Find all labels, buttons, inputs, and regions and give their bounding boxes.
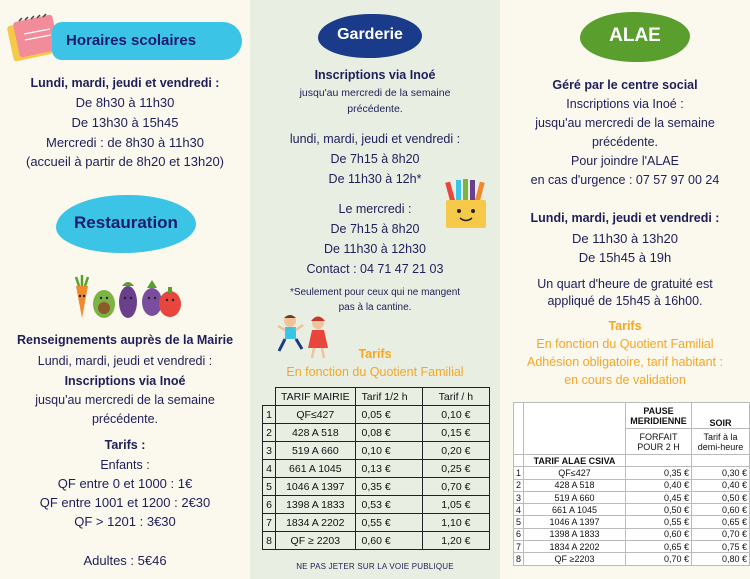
table-cell: 0,55 €	[626, 516, 692, 528]
garderie-deadline2: précédente.	[347, 103, 403, 115]
table-cell: QF ≥ 2203	[276, 532, 355, 550]
restauration-deadline2: précédente.	[91, 412, 159, 426]
table-cell: 8	[263, 532, 276, 550]
restauration-inscriptions: Inscriptions via Inoé	[64, 374, 186, 388]
table-cell: 0,60 €	[691, 504, 749, 516]
table-cell: 661 A 1045	[276, 460, 355, 478]
restauration-qf1: QF entre 0 et 1000 : 1€	[57, 476, 193, 491]
garderie-slot1: De 7h15 à 8h20	[330, 152, 420, 166]
alae-label-row	[514, 455, 750, 467]
garderie-tarifs-label: Tarifs	[358, 347, 392, 361]
table-cell: 519 A 660	[524, 491, 626, 503]
table-cell: 0,60 €	[626, 528, 692, 540]
table-cell: QF≤427	[276, 406, 355, 424]
alae-header	[580, 12, 690, 62]
table-cell: 0,75 €	[691, 541, 749, 553]
horaires-slot1: De 8h30 à 11h30	[75, 95, 175, 110]
table-cell: 0,15 €	[422, 424, 489, 442]
horaires-slot2: De 13h30 à 15h45	[71, 115, 179, 130]
table-cell: 3	[514, 491, 524, 503]
vegetables-icon	[72, 272, 182, 320]
table-row	[263, 514, 490, 532]
garderie-header	[318, 14, 422, 58]
table-cell: 0,55 €	[355, 514, 422, 532]
column-horaires-restauration	[0, 0, 250, 579]
table-cell: QF ≥2203	[524, 553, 626, 565]
garderie-inscriptions: Inscriptions via Inoé	[314, 68, 436, 82]
table-cell: 0,13 €	[355, 460, 422, 478]
table-cell: 0,80 €	[691, 553, 749, 565]
restauration-deadline1: jusqu'au mercredi de la semaine	[35, 393, 215, 407]
table-cell: 428 A 518	[524, 479, 626, 491]
table-row	[514, 553, 750, 565]
alae-forfait-header: FORFAIT POUR 2 H	[626, 429, 692, 455]
alae-urgence: en cas d'urgence : 07 57 97 00 24	[530, 173, 720, 187]
garderie-days: lundi, mardi, jeudi et vendredi :	[289, 132, 461, 146]
alae-deadline2: précédente.	[591, 135, 659, 149]
table-header: Tarif / h	[422, 388, 489, 406]
table-cell: 1398 A 1833	[276, 496, 355, 514]
table-row	[514, 528, 750, 540]
alae-days: Lundi, mardi, jeudi et vendredi :	[530, 211, 720, 225]
garderie-slot2: De 11h30 à 12h*	[328, 172, 422, 186]
table-cell: 0,65 €	[626, 541, 692, 553]
alae-header-row-1	[514, 403, 750, 429]
alae-gratuite1: Un quart d'heure de gratuité est	[537, 277, 713, 291]
garderie-note2: pas à la cantine.	[338, 302, 412, 313]
restauration-header	[56, 195, 196, 253]
garderie-wednesday: Le mercredi :	[338, 202, 412, 216]
table-row	[514, 491, 750, 503]
table-cell: 0,60 €	[355, 532, 422, 550]
alae-gratuite2: appliqué de 15h45 à 16h00.	[547, 294, 703, 308]
table-cell: 1834 A 2202	[524, 541, 626, 553]
table-row	[514, 479, 750, 491]
table-cell: 1,10 €	[422, 514, 489, 532]
horaires-header	[52, 22, 242, 60]
garderie-wslot1: De 7h15 à 8h20	[330, 222, 420, 236]
table-cell: 2	[263, 424, 276, 442]
alae-slot1: De 11h30 à 13h20	[571, 231, 679, 246]
alae-adhesion1: Adhésion obligatoire, tarif habitant :	[527, 355, 723, 369]
table-header: Tarif 1/2 h	[355, 388, 422, 406]
horaires-accueil: (accueil à partir de 8h20 et 13h20)	[25, 154, 224, 169]
table-cell: 0,65 €	[691, 516, 749, 528]
table-row	[514, 504, 750, 516]
table-cell: 1046 A 1397	[276, 478, 355, 496]
table-cell: 1,05 €	[422, 496, 489, 514]
alae-tariff-table	[513, 402, 750, 566]
table-header: TARIF MAIRIE	[276, 388, 355, 406]
table-cell: 4	[514, 504, 524, 516]
table-cell: 1046 A 1397	[524, 516, 626, 528]
table-row	[263, 496, 490, 514]
restauration-enfants: Enfants :	[100, 458, 150, 472]
table-cell: 5	[514, 516, 524, 528]
alae-adhesion2: en cours de validation	[564, 373, 686, 387]
restauration-title: Restauration	[74, 213, 178, 232]
restauration-adultes: Adultes : 5€46	[83, 553, 167, 568]
table-cell: 6	[263, 496, 276, 514]
table-cell: 0,25 €	[422, 460, 489, 478]
table-cell: 0,35 €	[355, 478, 422, 496]
table-cell: 1	[263, 406, 276, 424]
table-cell: 3	[263, 442, 276, 460]
table-cell: 1398 A 1833	[524, 528, 626, 540]
table-cell: 0,50 €	[691, 491, 749, 503]
horaires-wednesday: Mercredi : de 8h30 à 11h30	[45, 135, 205, 150]
alae-soir-header: SOIR	[691, 403, 749, 429]
table-row	[263, 460, 490, 478]
table-cell: 5	[263, 478, 276, 496]
table-cell: 7	[263, 514, 276, 532]
table-row	[514, 516, 750, 528]
table-cell: 0,70 €	[626, 553, 692, 565]
garderie-note1: *Seulement pour ceux qui ne mangent	[289, 287, 461, 298]
table-cell: 0,70 €	[691, 528, 749, 540]
alae-demi-header: Tarif à la demi-heure	[691, 429, 749, 455]
table-cell: QF≤427	[524, 467, 626, 479]
garderie-title: Garderie	[337, 26, 403, 43]
table-cell: 2	[514, 479, 524, 491]
restauration-tarifs-label: Tarifs :	[104, 438, 146, 452]
table-cell: 0,05 €	[355, 406, 422, 424]
table-cell: 4	[263, 460, 276, 478]
garderie-wslot2: De 11h30 à 12h30	[324, 242, 426, 256]
table-cell: 0,45 €	[626, 491, 692, 503]
table-cell: 0,20 €	[422, 442, 489, 460]
alae-joindre: Pour joindre l'ALAE	[570, 154, 679, 168]
alae-table-label: TARIF ALAE CSIVA	[524, 455, 626, 467]
table-cell: 0,35 €	[626, 467, 692, 479]
table-row	[263, 532, 490, 550]
garderie-tariff-table	[262, 387, 490, 550]
alae-tarifs-sub: En fonction du Quotient Familial	[536, 337, 714, 351]
table-row	[514, 467, 750, 479]
table-cell: 0,30 €	[691, 467, 749, 479]
table-header-row	[263, 388, 490, 406]
restauration-qf3: QF > 1201 : 3€30	[74, 514, 176, 529]
horaires-title: Horaires scolaires	[66, 32, 197, 49]
table-cell: 7	[514, 541, 524, 553]
table-cell: 8	[514, 553, 524, 565]
horaires-days: Lundi, mardi, jeudi et vendredi :	[30, 76, 220, 90]
table-cell: 1834 A 2202	[276, 514, 355, 532]
table-row	[263, 478, 490, 496]
table-cell: 0,10 €	[355, 442, 422, 460]
alae-slot2: De 15h45 à 19h	[578, 250, 672, 265]
table-row	[263, 442, 490, 460]
table-cell: 0,08 €	[355, 424, 422, 442]
garderie-tarifs-sub: En fonction du Quotient Familial	[286, 365, 464, 379]
table-cell: 0,40 €	[626, 479, 692, 491]
garderie-contact: Contact : 04 71 47 21 03	[306, 262, 444, 276]
table-cell: 1,20 €	[422, 532, 489, 550]
alae-title: ALAE	[609, 25, 661, 46]
table-row	[263, 406, 490, 424]
table-cell: 6	[514, 528, 524, 540]
alae-tarifs-label: Tarifs	[608, 319, 642, 333]
garderie-footer: NE PAS JETER SUR LA VOIE PUBLIQUE	[296, 562, 454, 571]
alae-gere: Géré par le centre social	[552, 78, 698, 92]
alae-inscriptions: Inscriptions via Inoé :	[566, 97, 684, 111]
table-cell: 0,53 €	[355, 496, 422, 514]
table-cell: 1	[514, 467, 524, 479]
table-cell: 0,40 €	[691, 479, 749, 491]
alae-deadline1: jusqu'au mercredi de la semaine	[535, 116, 715, 130]
table-row	[263, 424, 490, 442]
table-cell: 428 A 518	[276, 424, 355, 442]
table-cell: 519 A 660	[276, 442, 355, 460]
table-cell: 0,70 €	[422, 478, 489, 496]
restauration-renseignements: Renseignements auprès de la Mairie	[16, 333, 234, 347]
alae-pause-header: PAUSE MERIDIENNE	[626, 403, 692, 429]
table-cell: 661 A 1045	[524, 504, 626, 516]
garderie-deadline1: jusqu'au mercredi de la semaine	[299, 87, 451, 99]
restauration-days: Lundi, mardi, jeudi et vendredi :	[37, 354, 213, 368]
table-row	[514, 541, 750, 553]
table-cell: 0,50 €	[626, 504, 692, 516]
table-cell: 0,10 €	[422, 406, 489, 424]
restauration-qf2: QF entre 1001 et 1200 : 2€30	[39, 495, 211, 510]
